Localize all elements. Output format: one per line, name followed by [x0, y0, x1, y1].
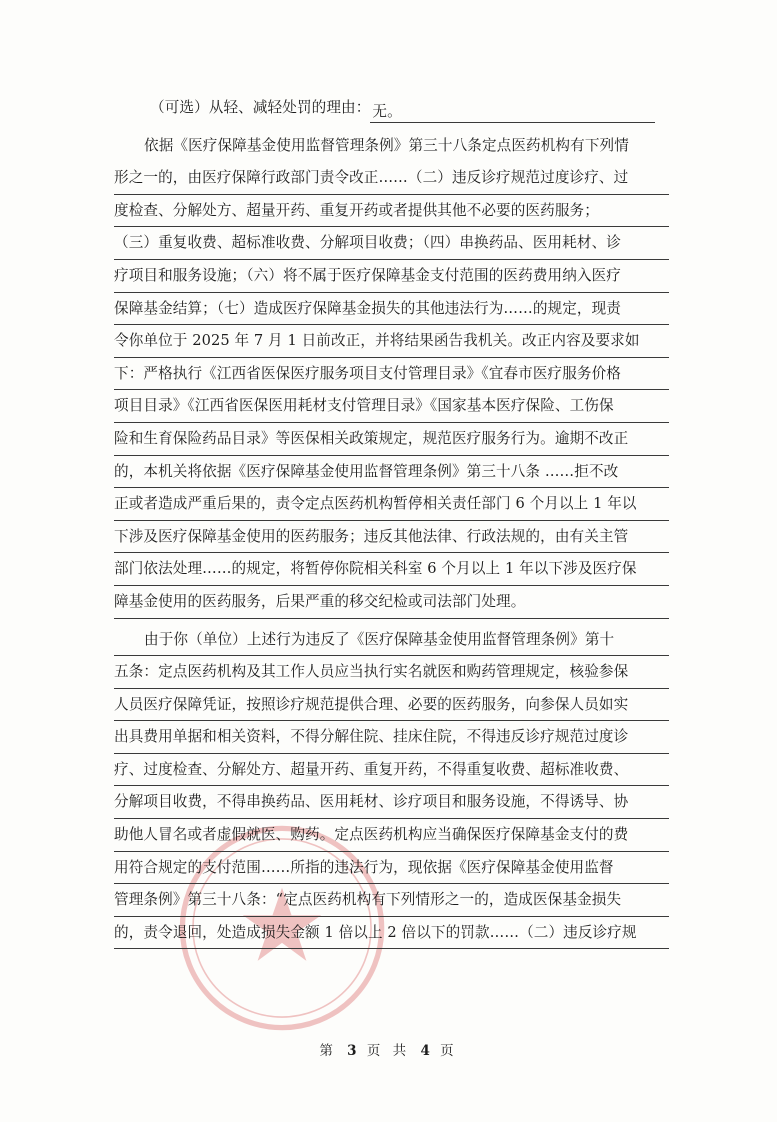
paragraph-line: 下涉及医疗保障基金使用的医药服务；违反其他法律、行政法规的，由有关主管 — [114, 521, 669, 554]
paragraph-line: 障基金使用的医药服务，后果严重的移交纪检或司法部门处理。 — [114, 586, 669, 619]
paragraph-line: （三）重复收费、超标准收费、分解项目收费；（四）串换药品、医用耗材、诊 — [114, 227, 669, 260]
paragraph-line: 分解项目收费，不得串换药品、医用耗材、诊疗项目和服务设施，不得诱导、协 — [114, 786, 669, 819]
paragraph-line: 疗项目和服务设施；（六）将不属于医疗保障基金支付范围的医药费用纳入医疗 — [114, 260, 669, 293]
paragraph-line: 由于你（单位）上述行为违反了《医疗保障基金使用监督管理条例》第十 — [114, 624, 669, 657]
paragraph-line: 形之一的，由医疗保障行政部门责令改正……（二）违反诊疗规范过度诊疗、过 — [114, 162, 669, 195]
paragraph-line: 下：严格执行《江西省医保医疗服务项目支付管理目录》《宜春市医疗服务价格 — [114, 358, 669, 391]
paragraph-line: 令你单位于 2025 年 7 月 1 日前改正，并将结果函告我机关。改正内容及要求如 — [114, 325, 669, 358]
page-number-suffix: 页 — [440, 1043, 458, 1059]
paragraph-line: 管理条例》第三十八条：“定点医药机构有下列情形之一的，造成医保基金损失 — [114, 884, 669, 917]
paragraph-line: 项目目录》《江西省医保医用耗材支付管理目录》《国家基本医疗保险、工伤保 — [114, 390, 669, 423]
paragraph-line: 用符合规定的支付范围……所指的违法行为，现依据《医疗保障基金使用监督 — [114, 852, 669, 885]
page-number-current: 3 — [347, 1043, 357, 1059]
paragraph-line: 五条：定点医药机构及其工作人员应当执行实名就医和购药管理规定，核验参保 — [114, 656, 669, 689]
optional-reason-value: 无。 — [370, 102, 655, 123]
paragraph-line: 的，责令退回，处造成损失金额 1 倍以上 2 倍以下的罚款……（二）违反诊疗规 — [114, 917, 669, 950]
paragraph-line: 疗、过度检查、分解处方、超量开药、重复开药，不得重复收费、超标准收费、 — [114, 754, 669, 787]
optional-reason-line — [114, 92, 669, 125]
paragraph-line: 度检查、分解处方、超量开药、重复开药或者提供其他不必要的医药服务； — [114, 195, 669, 228]
paragraph-line: 的，本机关将依据《医疗保障基金使用监督管理条例》第三十八条 ……拒不改 — [114, 456, 669, 489]
page-number — [0, 1039, 777, 1059]
page-number-total: 4 — [420, 1043, 430, 1059]
paragraph-line: 出具费用单据和相关资料，不得分解住院、挂床住院，不得违反诊疗规范过度诊 — [114, 721, 669, 754]
page-number-prefix: 第 — [319, 1043, 337, 1059]
optional-reason-label: （可选）从轻、减轻处罚的理由： — [150, 99, 371, 116]
page-number-middle: 页 共 — [366, 1043, 411, 1059]
paragraph-line: 助他人冒名或者虚假就医、购药。定点医药机构应当确保医疗保障基金支付的费 — [114, 819, 669, 852]
paragraph-line: 人员医疗保障凭证，按照诊疗规范提供合理、必要的医药服务，向参保人员如实 — [114, 689, 669, 722]
paragraph-line: 险和生育保险药品目录》等医保相关政策规定，规范医疗服务行为。逾期不改正 — [114, 423, 669, 456]
document-body — [114, 92, 669, 949]
paragraph-line: 依据《医疗保障基金使用监督管理条例》第三十八条定点医药机构有下列情 — [144, 136, 629, 154]
paragraph-line: 保障基金结算；（七）造成医疗保障基金损失的其他违法行为……的规定，现责 — [114, 293, 669, 326]
paragraph-line: 部门依法处理……的规定，将暂停你院相关科室 6 个月以上 1 年以下涉及医疗保 — [114, 553, 669, 586]
paragraph-line: 正或者造成严重后果的，责令定点医药机构暂停相关责任部门 6 个月以上 1 年以 — [114, 488, 669, 521]
